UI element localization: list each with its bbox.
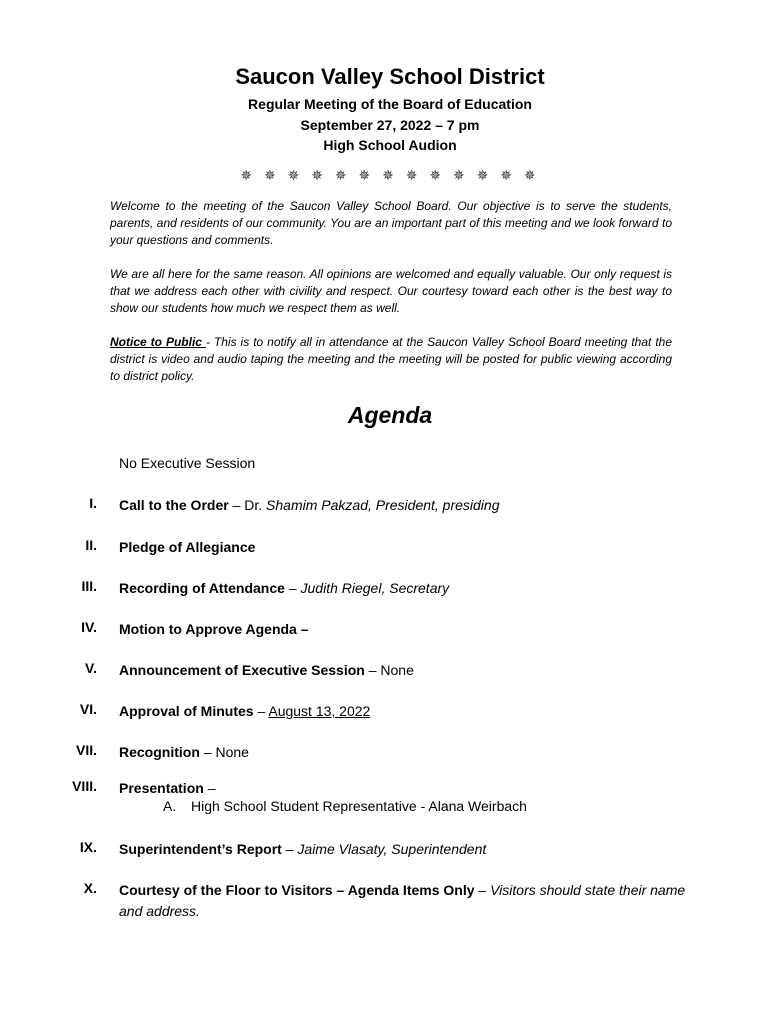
item-title: Call to the Order <box>119 497 229 513</box>
item-separator: – <box>281 841 298 857</box>
welcome-paragraph: Welcome to the meeting of the Saucon Valley School Board. Our objective is to serve the students, parents, and residents of our community. You are an important part of this meeting and we look forward to your questions and comments. <box>110 199 672 247</box>
meeting-location: High School Audion <box>323 137 457 153</box>
item-title: Recognition <box>119 744 200 760</box>
item-number: III. <box>81 578 97 594</box>
subitem-letter: A. <box>163 798 177 814</box>
item-detail: Judith Riegel, Secretary <box>300 580 450 596</box>
minutes-link[interactable]: August 13, 2022 <box>268 703 371 719</box>
item-detail: Shamim Pakzad, President, presiding <box>266 497 500 513</box>
item-title: Recording of Attendance <box>119 580 285 596</box>
meeting-type: Regular Meeting of the Board of Education <box>248 96 532 112</box>
presentation-subitem <box>163 798 527 814</box>
item-number: IX. <box>79 839 97 855</box>
item-title: Courtesy of the Floor to Visitors – Agenda Items Only <box>119 882 475 898</box>
item-detail: Jaime Vlasaty, Superintendent <box>297 841 487 857</box>
item-title: Superintendent’s Report <box>119 841 282 857</box>
item-separator: – None <box>364 662 414 678</box>
item-title: Approval of Minutes <box>119 703 254 719</box>
subitem-text: High School Student Representative - Alana Weirbach <box>191 798 527 814</box>
civility-paragraph: We are all here for the same reason. All opinions are welcomed and equally valuable. Our only request is that we address each other with civility and respect. Our courtesy toward each other is the best way to show our students how much we respect them as well. <box>110 267 672 315</box>
item-number: II. <box>85 537 97 553</box>
item-number: IV. <box>81 619 97 635</box>
item-title: Presentation <box>119 780 204 796</box>
item-title: Motion to Approve Agenda – <box>119 621 309 637</box>
item-title: Pledge of Allegiance <box>119 539 256 555</box>
meeting-date: September 27, 2022 – 7 pm <box>300 117 480 133</box>
notice-label: Notice to Public <box>110 335 206 349</box>
item-number: VII. <box>75 742 97 758</box>
agenda-heading: Agenda <box>347 402 433 428</box>
item-number: V. <box>85 660 97 676</box>
item-number: VI. <box>79 701 97 717</box>
item-separator: – <box>474 882 491 898</box>
item-number: I. <box>89 495 97 511</box>
item-detail: Visitors should state their name and address. <box>119 882 686 919</box>
document-title: Saucon Valley School District <box>235 64 545 89</box>
executive-session-note: No Executive Session <box>119 455 256 471</box>
item-separator: – Dr. <box>228 497 267 513</box>
item-separator: – <box>203 780 216 796</box>
item-separator: – None <box>199 744 249 760</box>
star-divider: ✵ ✵ ✵ ✵ ✵ ✵ ✵ ✵ ✵ ✵ ✵ ✵ ✵ <box>240 167 540 183</box>
item-number: X. <box>83 880 97 896</box>
item-separator: – <box>284 580 301 596</box>
notice-text: - This is to notify all in attendance at the Saucon Valley School Board meeting that the district is video and audio taping the meeting and the meeting will be posted for public viewing according to district policy. <box>110 335 672 383</box>
notice-paragraph <box>110 334 672 385</box>
item-separator: – <box>253 703 269 719</box>
item-title: Announcement of Executive Session <box>119 662 365 678</box>
item-number: VIII. <box>72 778 97 794</box>
